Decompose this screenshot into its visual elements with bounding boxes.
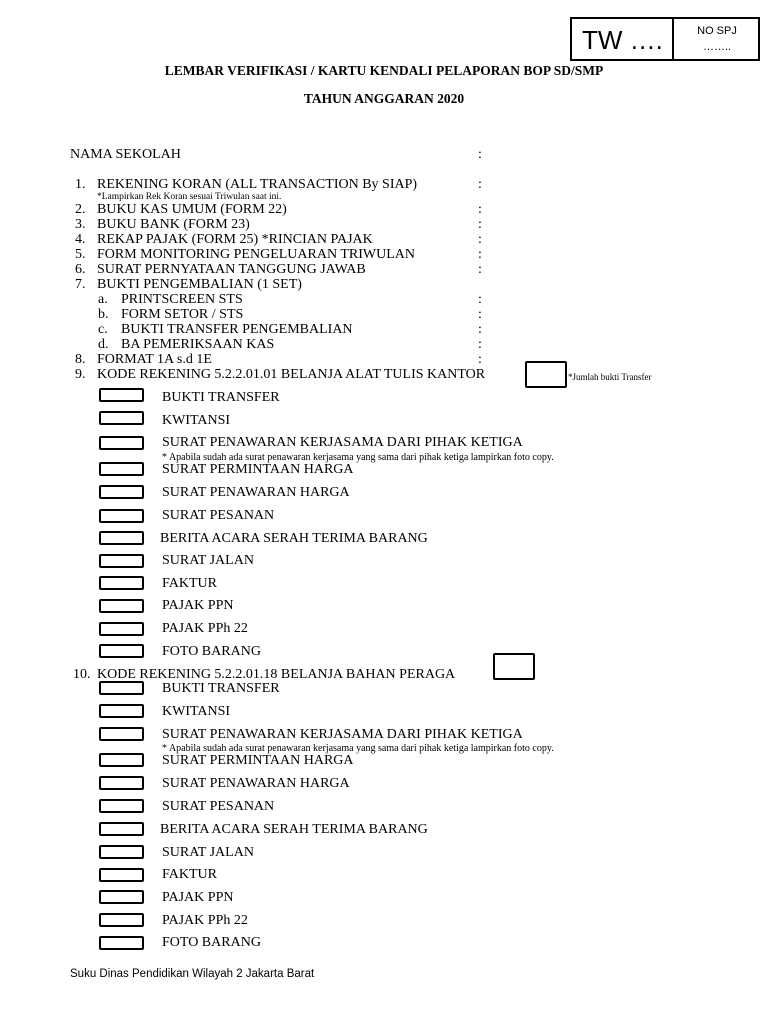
item-colon: :	[478, 262, 482, 277]
checklist-checkbox[interactable]	[99, 462, 144, 476]
item-number: 1.	[75, 177, 86, 192]
checklist-checkbox[interactable]	[99, 704, 144, 718]
checklist-checkbox[interactable]	[99, 599, 144, 613]
item-colon: :	[478, 247, 482, 262]
item-label: SURAT PERNYATAAN TANGGUNG JAWAB	[97, 262, 366, 277]
checklist-checkbox[interactable]	[99, 554, 144, 568]
sub-item-label: FORM SETOR / STS	[121, 307, 244, 322]
checklist-label: SURAT PERMINTAAN HARGA	[162, 462, 354, 477]
item-label: BUKU KAS UMUM (FORM 22)	[97, 202, 287, 217]
checklist-label: SURAT PESANAN	[162, 508, 275, 523]
sub-item-letter: a.	[98, 292, 108, 307]
checklist-checkbox[interactable]	[99, 727, 144, 741]
item-colon: :	[478, 202, 482, 217]
checklist-label: SURAT PENAWARAN KERJASAMA DARI PIHAK KETIGA	[162, 435, 523, 450]
no-spj-label: NO SPJ	[697, 25, 737, 37]
checklist-checkbox[interactable]	[99, 531, 144, 545]
checklist-checkbox[interactable]	[99, 485, 144, 499]
tw-spj-box	[570, 17, 760, 61]
item-1-note: *Lampirkan Rek Koran sesuai Triwulan saat ini.	[97, 192, 282, 202]
sub-item-letter: c.	[98, 322, 108, 337]
checklist-label: BUKTI TRANSFER	[162, 390, 280, 405]
checklist-checkbox[interactable]	[99, 681, 144, 695]
sub-item-label: BA PEMERIKSAAN KAS	[121, 337, 275, 352]
item-label: REKAP PAJAK (FORM 25) *RINCIAN PAJAK	[97, 232, 373, 247]
item-label: FORM MONITORING PENGELUARAN TRIWULAN	[97, 247, 415, 262]
checklist-checkbox[interactable]	[99, 822, 144, 836]
checklist-checkbox[interactable]	[99, 799, 144, 813]
checklist-label: FOTO BARANG	[162, 644, 261, 659]
checklist-label: SURAT PENAWARAN HARGA	[162, 776, 350, 791]
item-number: 8.	[75, 352, 86, 367]
checklist-label: SURAT JALAN	[162, 553, 254, 568]
item-colon: :	[478, 352, 482, 367]
sub-item-colon: :	[478, 337, 482, 352]
checklist-label: FAKTUR	[162, 576, 217, 591]
no-spj	[674, 23, 760, 55]
school-name-label: NAMA SEKOLAH	[70, 147, 181, 162]
checklist-checkbox[interactable]	[99, 509, 144, 523]
item-colon: :	[478, 232, 482, 247]
checklist-label: FAKTUR	[162, 867, 217, 882]
checklist-checkbox[interactable]	[99, 622, 144, 636]
checklist-checkbox[interactable]	[99, 388, 144, 402]
checklist-checkbox[interactable]	[99, 776, 144, 790]
checklist-checkbox[interactable]	[99, 753, 144, 767]
section-label: KODE REKENING 5.2.2.01.01 BELANJA ALAT TULIS KANTOR	[97, 367, 486, 382]
checklist-label: KWITANSI	[162, 704, 231, 719]
checklist-label: SURAT PESANAN	[162, 799, 275, 814]
item-colon: :	[478, 217, 482, 232]
checklist-label: SURAT PENAWARAN KERJASAMA DARI PIHAK KETIGA	[162, 727, 523, 742]
budget-year: TAHUN ANGGARAN 2020	[303, 91, 465, 106]
checklist-label: SURAT PENAWARAN HARGA	[162, 485, 350, 500]
kerjasama-note: * Apabila sudah ada surat penawaran kerjasama yang sama dari pihak ketiga lampirkan foto copy.	[162, 452, 554, 463]
checklist-label: PAJAK PPN	[162, 598, 234, 613]
checklist-label: BERITA ACARA SERAH TERIMA BARANG	[160, 822, 428, 837]
checklist-checkbox[interactable]	[99, 913, 144, 927]
checklist-checkbox[interactable]	[99, 436, 144, 450]
checklist-label: SURAT JALAN	[162, 845, 254, 860]
item-number: 7.	[75, 277, 86, 292]
checklist-checkbox[interactable]	[99, 845, 144, 859]
checklist-label: KWITANSI	[162, 413, 231, 428]
transfer-count-note: *Jumlah bukti Transfer	[568, 372, 652, 382]
checklist-checkbox[interactable]	[99, 890, 144, 904]
transfer-count-box[interactable]	[493, 653, 535, 680]
sub-item-colon: :	[478, 322, 482, 337]
item-label: REKENING KORAN (ALL TRANSACTION By SIAP)	[97, 177, 418, 192]
checklist-label: PAJAK PPh 22	[162, 621, 248, 636]
sub-item-label: PRINTSCREEN STS	[121, 292, 243, 307]
item-label: BUKU BANK (FORM 23)	[97, 217, 250, 232]
sub-item-label: BUKTI TRANSFER PENGEMBALIAN	[121, 322, 353, 337]
checklist-checkbox[interactable]	[99, 576, 144, 590]
triwulan-label: TW ….	[582, 25, 663, 55]
item-number: 4.	[75, 232, 86, 247]
item-number: 2.	[75, 202, 86, 217]
sub-item-colon: :	[478, 292, 482, 307]
no-spj-value: ……..	[702, 41, 732, 53]
checklist-label: BERITA ACARA SERAH TERIMA BARANG	[160, 531, 428, 546]
section-number: 9.	[75, 367, 86, 382]
checklist-checkbox[interactable]	[99, 411, 144, 425]
checklist-label: PAJAK PPN	[162, 890, 234, 905]
checklist-label: SURAT PERMINTAAN HARGA	[162, 753, 354, 768]
item-label: FORMAT 1A s.d 1E	[97, 352, 212, 367]
school-name-colon: :	[478, 147, 482, 162]
document-title: LEMBAR VERIFIKASI / KARTU KENDALI PELAPORAN BOP SD/SMP	[164, 63, 604, 78]
item-number: 5.	[75, 247, 86, 262]
section-number: 10.	[73, 667, 91, 682]
sub-item-letter: d.	[98, 337, 109, 352]
checklist-label: PAJAK PPh 22	[162, 913, 248, 928]
kerjasama-note: * Apabila sudah ada surat penawaran kerjasama yang sama dari pihak ketiga lampirkan foto copy.	[162, 743, 554, 754]
checklist-checkbox[interactable]	[99, 644, 144, 658]
item-number: 6.	[75, 262, 86, 277]
checklist-checkbox[interactable]	[99, 868, 144, 882]
item-number: 3.	[75, 217, 86, 232]
sub-item-letter: b.	[98, 307, 109, 322]
transfer-count-box[interactable]	[525, 361, 567, 388]
checklist-label: BUKTI TRANSFER	[162, 681, 280, 696]
section-label: KODE REKENING 5.2.2.01.18 BELANJA BAHAN PERAGA	[97, 667, 456, 682]
item-colon: :	[478, 177, 482, 192]
checklist-checkbox[interactable]	[99, 936, 144, 950]
sub-item-colon: :	[478, 307, 482, 322]
checklist-label: FOTO BARANG	[162, 935, 261, 950]
footer-text: Suku Dinas Pendidikan Wilayah 2 Jakarta Barat	[70, 968, 315, 980]
item-label: BUKTI PENGEMBALIAN (1 SET)	[97, 277, 302, 292]
